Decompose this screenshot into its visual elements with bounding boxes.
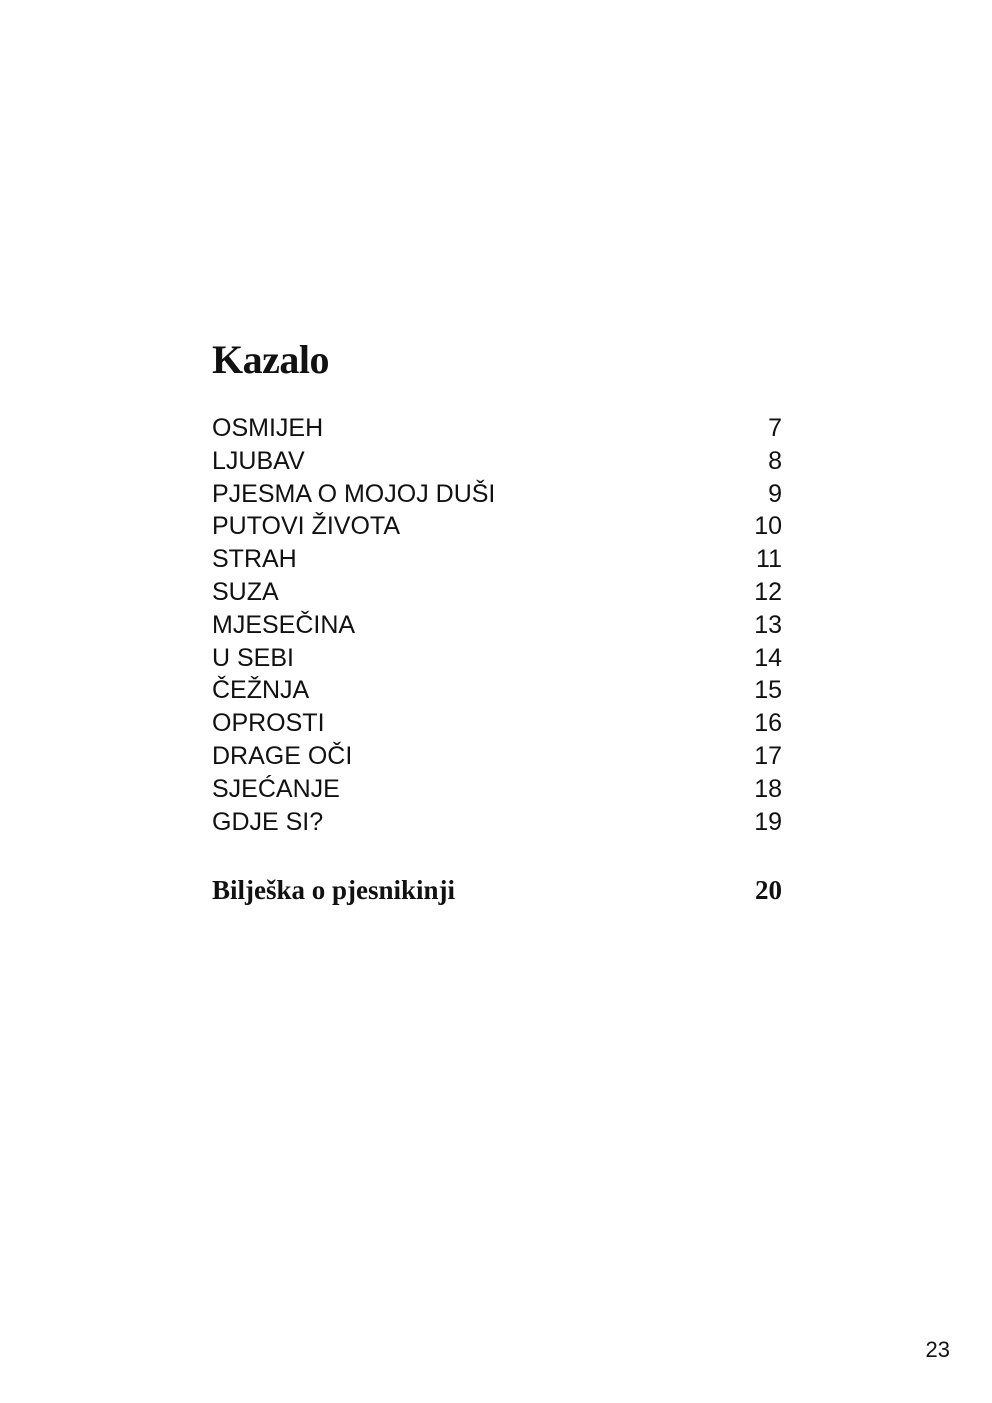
toc-entry-page: 11 [756,545,782,574]
toc-entry [212,543,782,576]
toc-entry-page: 10 [754,512,782,541]
toc-entry [212,609,782,642]
toc-entry-page: 9 [768,479,782,508]
toc-entry [212,478,782,511]
toc-entry [212,707,782,740]
toc-note-entry [212,872,782,908]
toc-entry [212,445,782,478]
toc-entry-title: LJUBAV [212,446,305,475]
toc-entry [212,642,782,675]
toc-entry [212,412,782,445]
toc-entry-title: MJESEČINA [212,610,356,639]
toc-entry [212,740,782,773]
toc-entry-page: 8 [768,446,782,475]
toc-entry-page: 19 [754,807,782,836]
toc-entry-page: 14 [754,643,782,672]
toc-entry-page: 15 [754,676,782,705]
toc-note-page: 20 [755,875,782,905]
toc-entry-page: 12 [754,577,782,606]
toc-entry [212,674,782,707]
toc-entry-title: OPROSTI [212,709,325,738]
toc-entry [212,806,782,839]
page-title: Kazalo [212,337,329,382]
toc-entry-title: SUZA [212,577,279,606]
toc-entry-title: PUTOVI ŽIVOTA [212,512,400,541]
toc-entry [212,773,782,806]
toc-entry-title: SJEĆANJE [212,774,340,803]
toc-note-title: Bilješka o pjesnikinji [212,875,456,905]
page-number: 23 [925,1337,950,1362]
toc-entry-title: OSMIJEH [212,414,324,442]
toc-entry-title: STRAH [212,545,297,574]
toc-entry-page: 17 [754,741,782,770]
toc-entry [212,576,782,609]
toc-entry-title: U SEBI [212,643,294,672]
toc-entry-title: DRAGE OČI [212,741,353,770]
toc-entry-page: 7 [768,414,782,442]
toc-entry-page: 16 [754,709,782,738]
toc-entry-page: 13 [754,610,782,639]
toc-entry-title: PJESMA O MOJOJ DUŠI [212,479,496,508]
toc-entry-page: 18 [754,774,782,803]
toc-entry-title: GDJE SI? [212,807,324,836]
table-of-contents [212,412,782,838]
toc-entry-title: ČEŽNJA [212,676,310,705]
toc-entry [212,510,782,543]
